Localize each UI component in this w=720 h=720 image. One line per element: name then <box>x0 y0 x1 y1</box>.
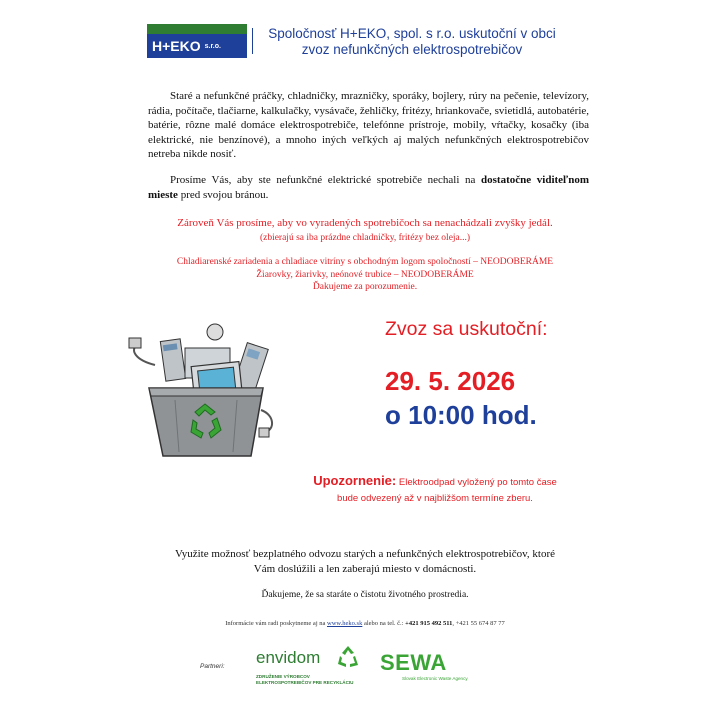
request-text-before: Prosíme Vás, aby ste nefunkčné elektrické spotrebiče nechali na <box>170 174 482 186</box>
warning-text-2: bude odvezený až v najbližšom termíne zberu. <box>337 493 533 504</box>
pickup-label: Zvoz sa uskutoční: <box>385 318 548 340</box>
title-line-1: Spoločnosť H+EKO, spol. s r.o. uskutoční v obci <box>268 26 556 41</box>
partners-label: Partneri: <box>200 663 225 670</box>
logo-text: H+EKO <box>152 38 201 54</box>
envidom-recycle-icon <box>334 643 362 671</box>
note-bulbs: Žiarovky, žiarivky, neónové trubice – NEODOBERÁME <box>256 269 474 280</box>
recycle-bin-illustration <box>125 320 280 460</box>
envidom-logo <box>256 643 366 703</box>
request-paragraph <box>148 173 589 202</box>
envidom-sub-1: ZDRUŽENIE VÝROBCOV <box>256 674 310 679</box>
note-refrigeration: Chladiarenské zariadenia a chladiace vitríny s obchodným logom spoločností – NEODOBERÁME <box>176 257 554 267</box>
title-line-2: zvoz nefunkčných elektrospotrebičov <box>301 42 523 57</box>
contact-info <box>140 620 590 627</box>
intro-paragraph: Staré a nefunkčné práčky, chladničky, mrazničky, sporáky, bojlery, rúry na pečenie, televízory, rádia, počítače, tlačiarne, kalkulačky, vysávače, žehličky, fritézy, hriankovače, svietidlá, autobatérie, batérie, rôzne malé domáce elektrospotrebiče, telefónne prístroje, mobily, vŕtačky, kosačky (iba elektrické, nie benzínové), a mnoho iných veľkých aj malých nefunkčných elektrospotrebičov netreba nikde nosiť. <box>148 90 590 161</box>
closing-paragraph <box>140 547 590 577</box>
note-food-remains: Zároveň Vás prosíme, aby vo vyradených spotrebičoch sa nenachádzali zvyšky jedál. <box>177 217 553 229</box>
envidom-name: envidom <box>256 648 321 667</box>
note-thanks: Ďakujeme za porozumenie. <box>312 282 418 292</box>
sewa-subtitle: Slovak Electronic Waste Agency <box>402 676 468 681</box>
request-text-after: pred svojou bránou. <box>177 188 269 201</box>
pickup-time: o 10:00 hod. <box>385 400 537 430</box>
phone-secondary: , +421 55 674 87 77 <box>452 620 505 627</box>
request-text-bold: dostatočne viditeľnom mieste <box>148 174 589 201</box>
logo-blue-bar <box>147 34 247 58</box>
phone-primary: +421 915 492 511 <box>405 620 453 627</box>
info-text-middle: alebo na tel. č.: <box>362 620 406 627</box>
pickup-date: 29. 5. 2026 <box>385 366 516 396</box>
closing-thanks: Ďakujeme, že sa staráte o čistotu životného prostredia. <box>261 590 469 600</box>
info-text-before: Informácie vám radi poskytneme aj na <box>225 620 328 627</box>
warning-block <box>285 472 585 506</box>
logo-sro: s.r.o. <box>204 43 221 51</box>
warning-heading: Upozornenie: <box>313 473 397 488</box>
note-not-accepted <box>140 256 590 294</box>
closing-line-1: Využite možnosť bezplatného odvozu starých a nefunkčných elektrospotrebičov, ktoré <box>175 548 555 560</box>
closing-line-2: Vám doslúžili a len zaberajú miesto v domácnosti. <box>253 563 477 575</box>
warning-text-1: Elektroodpad vyložený po tomto čase <box>396 477 557 488</box>
heko-logo <box>147 24 247 58</box>
envidom-sub-2: ELEKTROSPOTREBIČOV PRE RECYKLÁCIU <box>256 680 354 685</box>
sewa-name: SEWA <box>380 650 447 675</box>
logo-green-bar <box>147 24 247 34</box>
envidom-subtitle <box>256 674 366 686</box>
page-title <box>252 26 572 58</box>
note-empty-only: (zbierajú sa iba prázdne chladničky, fritézy bez oleja...) <box>259 233 471 243</box>
website-link[interactable]: www.heko.sk <box>327 620 363 627</box>
sewa-logo <box>380 650 480 690</box>
